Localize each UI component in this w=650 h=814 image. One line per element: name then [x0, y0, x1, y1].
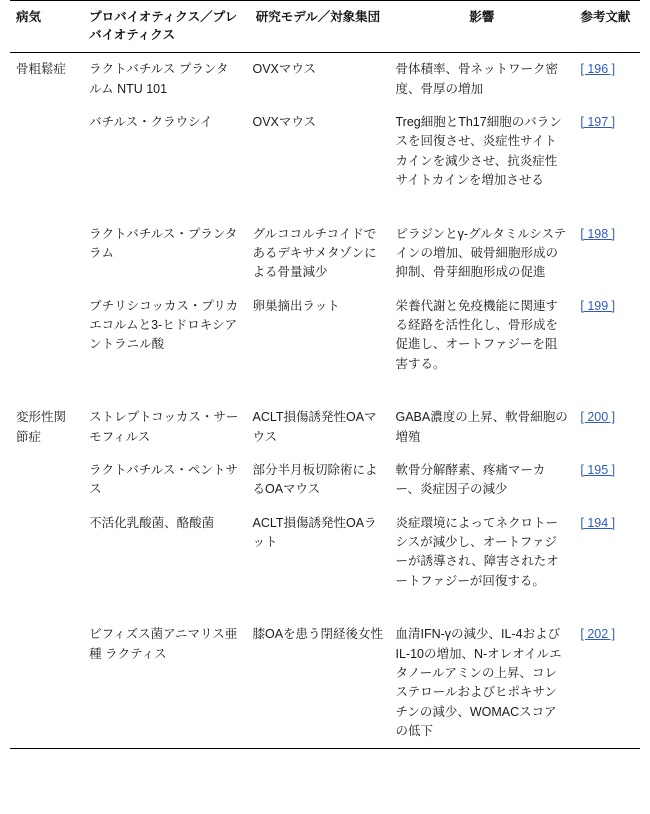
row-spacer: [10, 598, 640, 618]
cell-agent: ビフィズス菌アニマリス亜種 ラクティス: [83, 618, 246, 749]
table-header: [10, 1, 640, 53]
row-spacer: [10, 198, 640, 218]
cell-reference: [574, 507, 640, 599]
cell-agent: 不活化乳酸菌、酪酸菌: [89, 515, 215, 530]
cell-model: 卵巣摘出ラット: [252, 298, 340, 313]
cell-effect: Treg細胞とTh17細胞のバランスを回復させ、炎症性サイトカインを減少させ、抗炎症性サイトカインを増加させる: [395, 115, 562, 188]
reference-link[interactable]: [ 198 ]: [580, 226, 616, 241]
cell-disease: 骨粗鬆症: [16, 62, 67, 77]
reference-link[interactable]: [ 200 ]: [580, 410, 616, 425]
cell-effect: 軟骨分解酵素、疼痛マーカー、炎症因子の減少: [395, 462, 546, 497]
row-spacer: [10, 381, 640, 401]
cell-model: ACLT損傷誘発性OAラット: [252, 515, 377, 549]
table-row: [10, 618, 640, 749]
table-row: [10, 53, 640, 106]
cell-reference: [574, 401, 640, 454]
table-row: [10, 454, 640, 507]
reference-link[interactable]: [ 199 ]: [580, 298, 616, 313]
cell-disease: 変形性関節症: [16, 410, 67, 444]
cell-agent: ラクトバチルス・ペントサス: [89, 462, 238, 497]
cell-reference: [574, 454, 640, 507]
cell-reference: [574, 290, 640, 382]
cell-effect: 骨体積率、骨ネットワーク密度、骨厚の増加: [395, 62, 558, 96]
cell-disease: [10, 507, 83, 599]
reference-link[interactable]: [ 202 ]: [580, 627, 616, 642]
cell-agent: ラクトバチルス プランタルム NTU 101: [89, 62, 229, 96]
table-row: [10, 290, 640, 382]
cell-disease: [10, 454, 83, 507]
cell-disease: [10, 618, 83, 749]
cell-effect: GABA濃度の上昇、軟骨細胞の増殖: [395, 410, 568, 444]
table-header-row: [10, 1, 640, 53]
reference-link[interactable]: [ 197 ]: [580, 115, 616, 129]
cell-reference: [574, 618, 640, 749]
cell-effect: 炎症環境によってネクロトーシスが減少し、オートファジーが誘導され、障害されたオートファジーが回復する。: [395, 515, 559, 588]
column-header-agent: プロバイオティクス／プレバイオティクス: [83, 1, 246, 53]
column-header-effect: 影響: [389, 1, 574, 53]
cell-agent: バチルス・クラウシイ: [89, 115, 213, 129]
probiotics-effects-table: [10, 0, 640, 749]
table-row: [10, 218, 640, 290]
cell-reference: [574, 106, 640, 198]
cell-agent: ストレプトコッカス・サーモフィルス: [89, 410, 239, 444]
cell-model: グルココルチコイドであるデキサメタゾンによる骨量減少: [252, 226, 377, 280]
cell-model: ACLT損傷誘発性OAマウス: [252, 410, 377, 444]
cell-disease: [10, 290, 83, 382]
cell-disease: [10, 218, 83, 290]
cell-effect: 栄養代謝と免疫機能に関連する経路を活性化し、骨形成を促進し、オートファジーを阻害する。: [395, 298, 558, 371]
cell-model: 膝OAを患う閉経後女性: [247, 618, 390, 749]
reference-link[interactable]: [ 195 ]: [580, 462, 616, 477]
cell-reference: [574, 53, 640, 106]
table-body: [10, 53, 640, 749]
reference-link[interactable]: [ 194 ]: [580, 515, 616, 530]
reference-link[interactable]: [ 196 ]: [580, 62, 616, 77]
cell-effect: 血清IFN-γの減少、IL-4およびIL-10の増加、N-オレオイルエタノールアミンの上昇、コレステロールおよびヒポキサンチンの減少、WOMACスコアの低下: [389, 618, 574, 749]
table-row: [10, 401, 640, 454]
cell-model: OVXマウス: [252, 62, 317, 77]
cell-effect: ピラジンとγ-グルタミルシステインの増加、破骨細胞形成の抑制、骨芽細胞形成の促進: [395, 226, 567, 280]
cell-model: 部分半月板切除術によるOAマウス: [252, 462, 378, 497]
cell-disease: [10, 106, 83, 198]
table-row: [10, 106, 640, 198]
cell-agent: ブチリシコッカス・プリカエコルムと3-ヒドロキシアントラニル酸: [89, 298, 239, 352]
column-header-model: 研究モデル／対象集団: [247, 1, 390, 53]
column-header-reference: 参考文献: [574, 1, 640, 53]
table-row: [10, 507, 640, 599]
cell-agent: ラクトバチルス・プランタラム: [89, 226, 238, 260]
column-header-disease: 病気: [10, 1, 83, 53]
cell-model: OVXマウス: [252, 115, 317, 129]
cell-reference: [574, 218, 640, 290]
